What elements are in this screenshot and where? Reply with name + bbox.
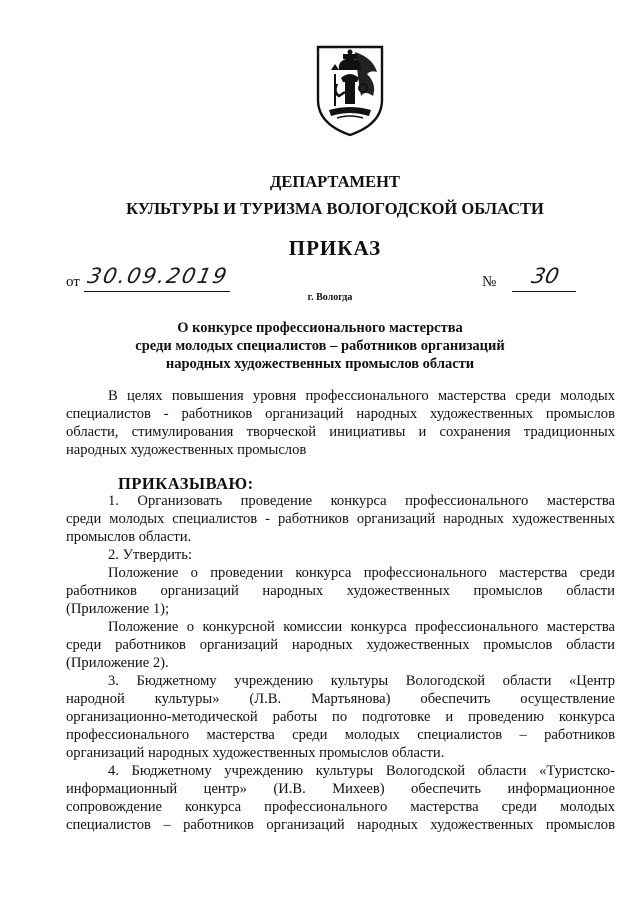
body-line: 1. Организовать проведение конкурса профессионального мастерства	[108, 493, 615, 509]
number-label: №	[482, 274, 497, 290]
body-line: информационный центр» (И.В. Михеев) обеспечить информационное	[66, 781, 615, 797]
body-line: среди молодых специалистов - работников организаций народных художественных	[66, 511, 615, 527]
department-name-line1: ДЕПАРТАМЕНТ	[270, 172, 400, 191]
document-date: 30.09.2019	[85, 264, 231, 288]
city-name: г. Вологда	[307, 292, 353, 303]
document-type: ПРИКАЗ	[288, 236, 382, 260]
body-line: 3. Бюджетному учреждению культуры Вологодской области «Центр	[108, 673, 615, 689]
document-number: 30	[529, 264, 562, 288]
preamble-line: народных художественных промыслов	[66, 442, 307, 458]
title-line: О конкурсе профессионального мастерства	[177, 320, 463, 336]
body-line: Положение о проведении конкурса профессионального мастерства среди	[108, 565, 615, 581]
body-line: специалистов – работников организаций народных художественных промыслов	[66, 817, 615, 833]
coat-of-arms-icon	[315, 44, 385, 138]
date-label: от	[66, 274, 80, 290]
preamble-line: В целях повышения уровня профессионального мастерства среди молодых	[108, 388, 615, 404]
body-line: организационно-методической работы по подготовке и проведению конкурса	[66, 709, 615, 725]
body-line: народной культуры» (Л.В. Мартьянова) обеспечить осуществление	[66, 691, 615, 707]
title-line: народных художественных промыслов области	[165, 356, 475, 372]
order-word: ПРИКАЗЫВАЮ:	[118, 474, 254, 493]
body-line: 2. Утвердить:	[108, 547, 193, 563]
body-line: работников организаций народных художественных промыслов области	[66, 583, 615, 599]
body-line: профессионального мастерства среди молодых специалистов – работников	[66, 727, 615, 743]
body-line: Положение о конкурсной комиссии конкурса профессионального мастерства	[108, 619, 615, 635]
body-line: промыслов области.	[66, 529, 192, 545]
department-name-line2: КУЛЬТУРЫ И ТУРИЗМА ВОЛОГОДСКОЙ ОБЛАСТИ	[126, 199, 544, 218]
title-line: среди молодых специалистов – работников организаций	[135, 338, 505, 354]
body-line: (Приложение 2).	[66, 655, 169, 671]
body-line: сопровождение конкурса профессионального мастерства среди молодых	[66, 799, 615, 815]
preamble-line: специалистов - работников организаций народных художественных промыслов	[66, 406, 615, 422]
preamble-line: области, стимулирования творческой инициативы и сохранения традиционных	[66, 424, 615, 440]
body-line: организаций народных художественных промыслов области.	[66, 745, 445, 761]
body-line: (Приложение 1);	[66, 601, 170, 617]
body-line: среди работников организаций народных художественных промыслов области	[66, 637, 615, 653]
body-line: 4. Бюджетному учреждению культуры Вологодской области «Туристско-	[108, 763, 615, 779]
